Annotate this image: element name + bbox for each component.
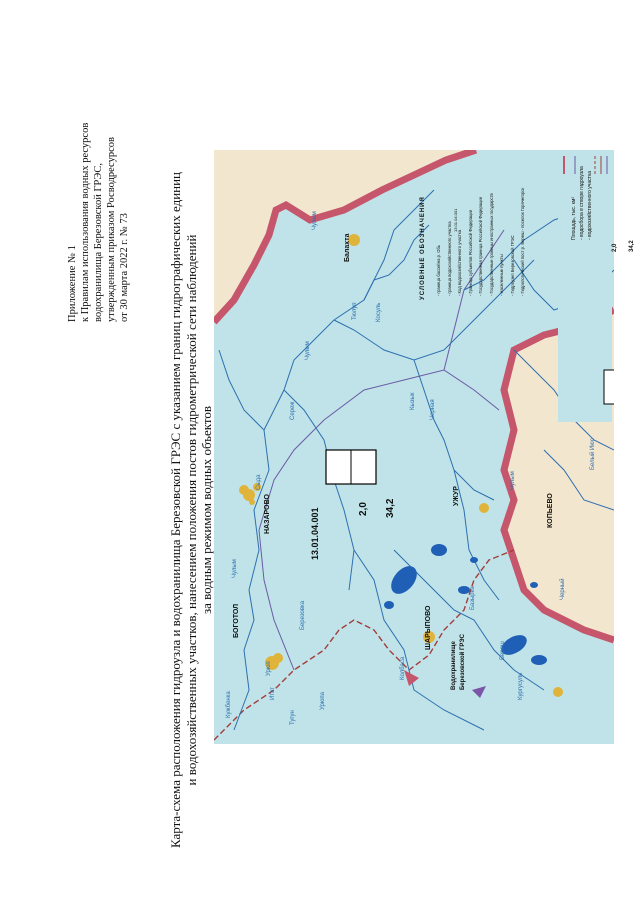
legend-code-sample: 13.01.04.001	[453, 208, 458, 232]
river-label: Черная	[430, 399, 436, 420]
legend-item: - Населенные пункты	[499, 254, 504, 296]
river-label: Итат	[270, 687, 276, 700]
river-label: Чулым	[305, 341, 311, 360]
river-label: Березовка	[300, 600, 306, 630]
river-label: Урюпа	[320, 692, 326, 710]
river-label: Урюп	[266, 661, 272, 676]
legend-item: - Государственные границы иностранных государств	[488, 193, 494, 296]
legend-area	[570, 166, 594, 240]
river-label: Кызык	[410, 392, 416, 410]
river-label: Базырка	[470, 586, 476, 610]
map-scheme	[214, 150, 614, 744]
title-line: и водохозяйственных участков, нанесением положения постов гидрометрической сети наблюдений	[183, 234, 199, 786]
unit-value-bottom: 34,2	[385, 498, 396, 518]
river-label: Кургусуль	[518, 672, 524, 700]
appendix-line: к Правилам использования водных ресурсов	[80, 122, 91, 322]
river-label: Сыда	[256, 474, 262, 490]
river-label: Сереж	[290, 401, 296, 420]
legend-item: - граница бассейна р. Обь	[436, 244, 441, 296]
unit-value-top: 2,0	[358, 502, 369, 516]
reservoir-label-line: Водохранилище	[451, 641, 457, 690]
title-line: Карта-схема расположения гидроузла и водохранилища Березовской ГРЭС с указанием границ гидрографических единиц	[168, 171, 183, 849]
appendix-line: утвержденным приказом Росводресурсов	[106, 137, 117, 322]
river-label: Белый Июс	[590, 438, 596, 470]
map-title	[168, 160, 215, 860]
river-label: Чулым	[510, 471, 516, 490]
town-bogotol: БОГОТОЛ	[233, 603, 240, 638]
unit-value-box	[326, 450, 376, 484]
legend-box-top: 2,0	[612, 243, 618, 252]
river-label: Черный	[560, 578, 566, 600]
river-label: Береш	[500, 641, 506, 660]
river-label: Тюлуп	[352, 302, 358, 320]
legend-area-sub: - водохозяйственного участка	[587, 170, 593, 240]
legend-item: - Код водохозяйственного участка	[457, 229, 462, 296]
town-kopyevo: КОПЬЕВО	[547, 493, 554, 528]
river-label: Колбаса	[400, 656, 406, 680]
legend-area-heading: Площадь, тыс. км²	[571, 197, 577, 240]
river-label: Чулым	[232, 559, 238, 578]
legend-title: УСЛОВНЫЕ ОБОЗНАЧЕНИЯ	[420, 196, 426, 300]
appendix-line: Приложение № 1	[67, 245, 78, 322]
appendix-header	[66, 123, 131, 322]
legend-value-box	[607, 240, 640, 252]
unit-code-label: 13.01.04.001	[310, 507, 320, 560]
legend-area-sub: - водосбора в створе гидроузла	[579, 166, 585, 240]
river-label: Чулым	[312, 211, 318, 230]
legend-item: - Гидроузел Березовской ГРЭС	[509, 235, 515, 296]
appendix-line: от 30 марта 2022 г. № 73	[119, 213, 130, 322]
town-sharypovo: ШАРЫПОВО	[425, 605, 432, 650]
town-nazarovo: НАЗАРОВО	[264, 494, 271, 534]
legend-item: - Государственная граница Российской Федерации	[478, 196, 483, 296]
town-balakhta: Балахта	[344, 233, 351, 262]
river-label: Косуль	[376, 302, 382, 322]
legend-box-bottom: 34,2	[629, 240, 635, 252]
town-uzhur: УЖУР	[453, 486, 460, 506]
legend-item: - граница водохозяйственного участка	[446, 221, 452, 296]
reservoir-label-line: Березовской ГРЭС	[460, 634, 466, 690]
legend-item: - Граница субъектов Российской Федерации	[467, 209, 473, 296]
legend-items	[434, 188, 529, 296]
title-line: за водным режимом водных объектов	[199, 405, 214, 615]
legend-item: - Гидрологический пост р. Береш - поселок Горячегорск	[520, 187, 525, 296]
river-label: Тугун	[290, 710, 296, 725]
reservoir-label	[450, 634, 468, 690]
appendix-line: водохранилища Березовской ГРЭС,	[93, 163, 104, 322]
river-label: Кужбенка	[226, 691, 232, 718]
